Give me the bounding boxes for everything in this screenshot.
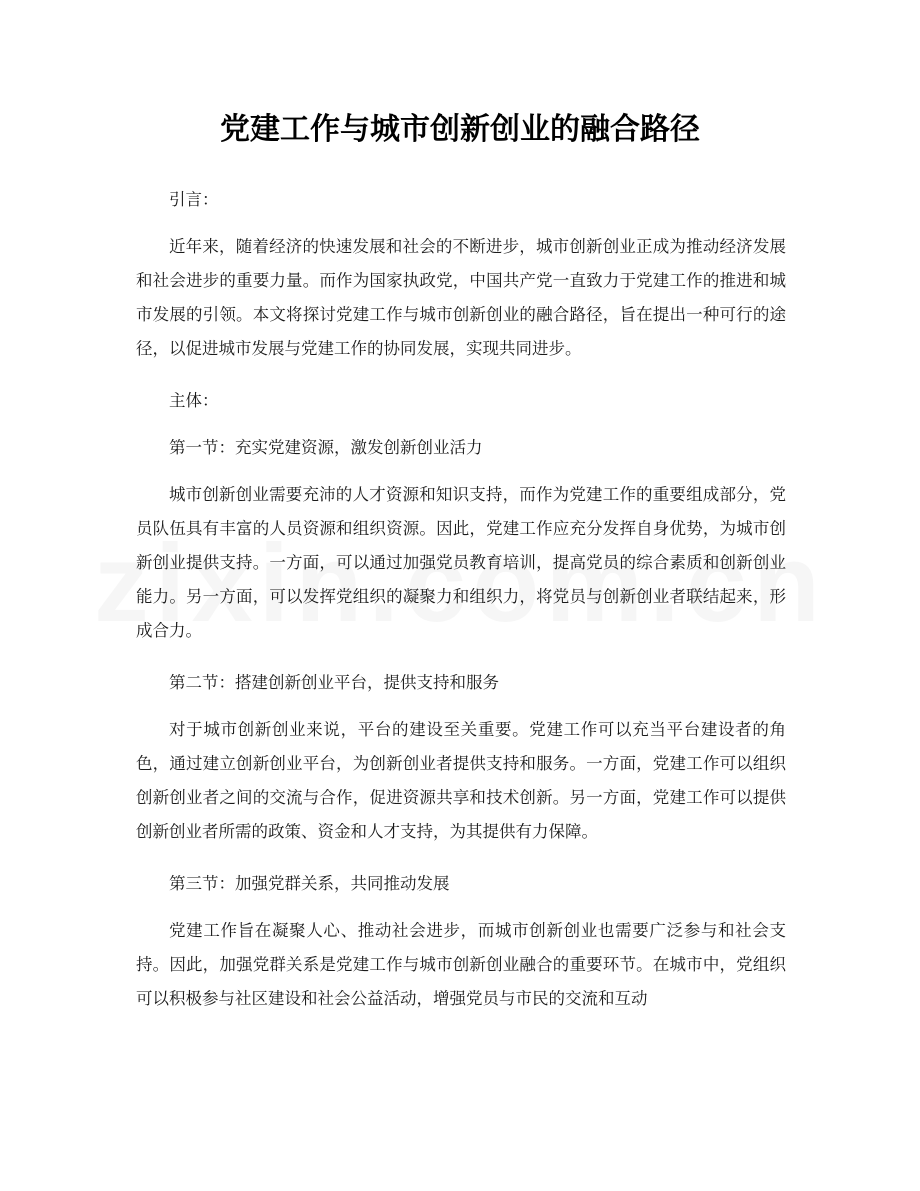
- document-body: [136, 183, 786, 1034]
- document-title: 党建工作与城市创新创业的融合路径: [220, 112, 700, 147]
- body-label: 主体：: [169, 391, 219, 410]
- section-2-paragraph: 对于城市创新创业来说，平台的建设至关重要。党建工作可以充当平台建设者的角色，通过建立创新创业平台，为创新创业者提供支持和服务。一方面，党建工作可以组织创新创业者之间的交流与合作，促进资源共享和技术创新。另一方面，党建工作可以提供创新创业者所需的政策、资金和人才支持，为其提供有力保障。: [136, 720, 786, 841]
- section-3-heading: 第三节：加强党群关系，共同推动发展: [169, 874, 450, 893]
- section-1-heading: 第一节：充实党建资源，激发创新创业活力: [169, 438, 483, 457]
- section-3-paragraph: 党建工作旨在凝聚人心、推动社会进步，而城市创新创业也需要广泛参与和社会支持。因此，加强党群关系是党建工作与城市创新创业融合的重要环节。在城市中，党组织可以积极参与社区建设和社会公益活动，增强党员与市民的交流和互动: [136, 921, 786, 1008]
- section-1-paragraph: 城市创新创业需要充沛的人才资源和知识支持，而作为党建工作的重要组成部分，党员队伍具有丰富的人员资源和组织资源。因此，党建工作应充分发挥自身优势，为城市创新创业提供支持。一方面，可以通过加强党员教育培训，提高党员的综合素质和创新创业能力。另一方面，可以发挥党组织的凝聚力和组织力，将党员与创新创业者联结起来，形成合力。: [136, 485, 786, 640]
- section-2-heading: 第二节：搭建创新创业平台，提供支持和服务: [169, 673, 499, 692]
- intro-label: 引言：: [169, 190, 219, 209]
- intro-paragraph: 近年来，随着经济的快速发展和社会的不断进步，城市创新创业正成为推动经济发展和社会进步的重要力量。而作为国家执政党，中国共产党一直致力于党建工作的推进和城市发展的引领。本文将探讨党建工作与城市创新创业的融合路径，旨在提出一种可行的途径，以促进城市发展与党建工作的协同发展，实现共同进步。: [136, 237, 786, 358]
